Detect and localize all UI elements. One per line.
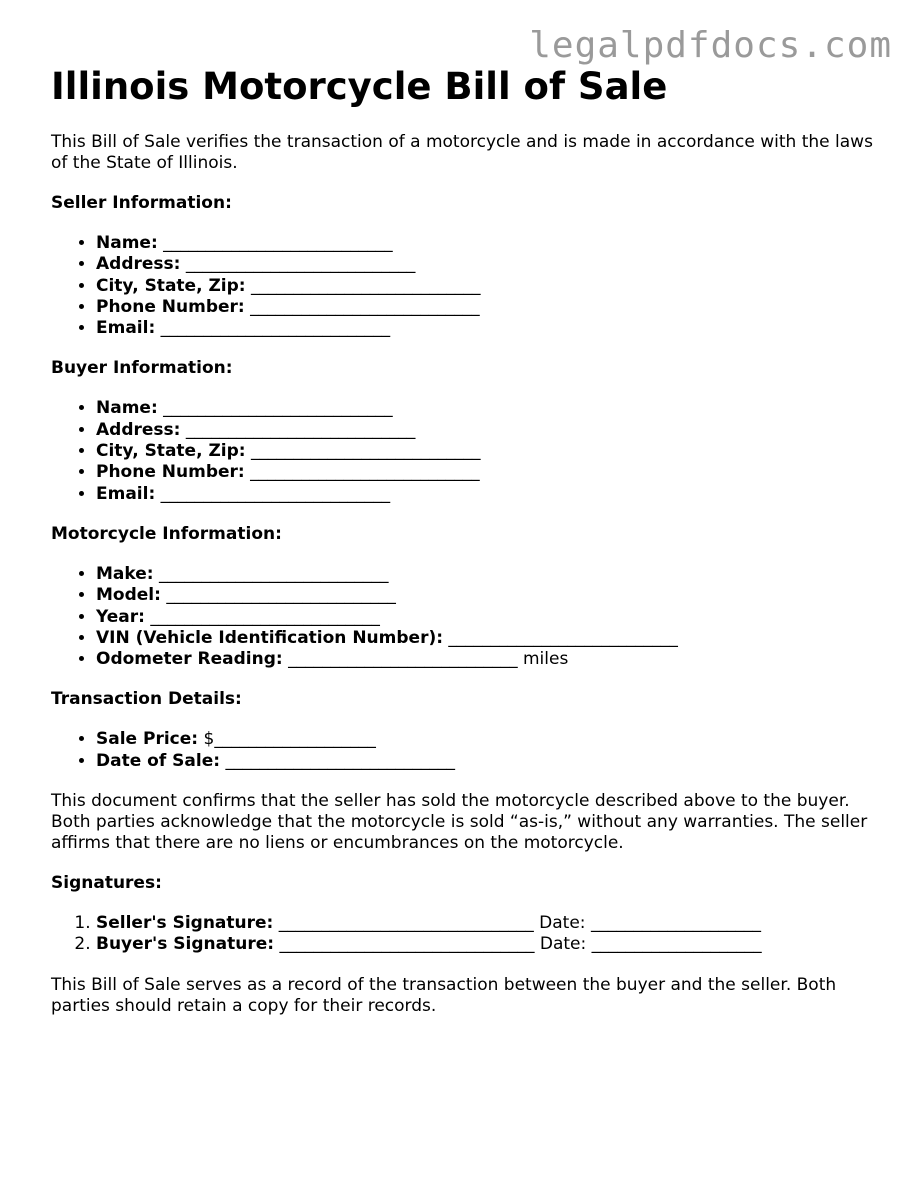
buyer-address-field[interactable]: • Address: ___________________________: [96, 420, 881, 441]
sale-price-field[interactable]: • Sale Price: $___________________: [96, 729, 881, 750]
buyer-heading: Buyer Information:: [51, 358, 233, 379]
transaction-heading: Transaction Details:: [51, 689, 242, 710]
year-field[interactable]: • Year: ___________________________: [96, 607, 881, 628]
page-title: Illinois Motorcycle Bill of Sale: [51, 65, 668, 108]
vin-field[interactable]: • VIN (Vehicle Identification Number): ___________________________: [96, 628, 881, 649]
make-field[interactable]: • Make: ___________________________: [96, 564, 881, 585]
closing-paragraph: This Bill of Sale serves as a record of the transaction between the buyer and the seller. Both parties should retain a copy for their records.: [51, 974, 837, 1016]
buyer-email-field[interactable]: • Email: ___________________________: [96, 484, 881, 505]
intro-paragraph: This Bill of Sale verifies the transaction of a motorcycle and is made in accordance with the laws of the State of Illinois.: [51, 132, 873, 173]
buyer-city-state-zip-field[interactable]: • City, State, Zip: ___________________________: [96, 441, 881, 462]
seller-email-field[interactable]: • Email: ___________________________: [96, 318, 881, 339]
odometer-field[interactable]: • Odometer Reading: ___________________________ miles: [96, 649, 881, 670]
buyer-name-field[interactable]: • Name: ___________________________: [96, 398, 881, 419]
date-of-sale-field[interactable]: • Date of Sale: ___________________________: [96, 751, 881, 772]
signatures-heading: Signatures:: [51, 873, 162, 894]
seller-heading: Seller Information:: [51, 193, 232, 213]
confirmation-paragraph: This document confirms that the seller has sold the motorcycle described above to the buyer. Both parties acknowledge that the motorcycle is sold “as-is,” without any warranties. The seller affirms that there are no liens or encumbrances on the motorcycle.: [51, 791, 868, 854]
signatures-list: [51, 913, 881, 956]
seller-fields-list: [51, 233, 881, 339]
buyer-fields-list: [51, 398, 881, 504]
seller-address-field[interactable]: • Address: ___________________________: [96, 254, 881, 275]
buyer-phone-field[interactable]: • Phone Number: ___________________________: [96, 462, 881, 483]
seller-name-field[interactable]: • Name: ___________________________: [96, 233, 881, 254]
seller-city-state-zip-field[interactable]: • City, State, Zip: ___________________________: [96, 276, 881, 297]
seller-signature-field[interactable]: 1. Seller's Signature: ______________________________ Date: ____________________: [96, 913, 881, 934]
model-field[interactable]: • Model: ___________________________: [96, 585, 881, 606]
buyer-signature-field[interactable]: 2. Buyer's Signature: ______________________________ Date: ____________________: [96, 934, 881, 955]
motorcycle-fields-list: [51, 564, 881, 670]
transaction-fields-list: [51, 729, 881, 772]
document-page: [51, 64, 881, 1017]
motorcycle-heading: Motorcycle Information:: [51, 523, 282, 544]
seller-phone-field[interactable]: • Phone Number: ___________________________: [96, 297, 881, 318]
watermark: legalpdfdocs.com: [529, 25, 892, 66]
